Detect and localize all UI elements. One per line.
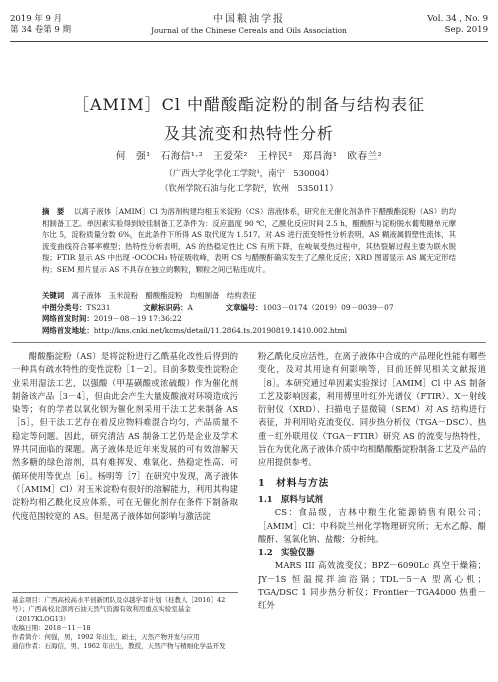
header-rule: [10, 41, 488, 42]
clc-value: TS231: [86, 302, 111, 312]
volume-issue: 第 34 卷第 9 期: [10, 25, 72, 35]
footnote-corresponding: 通信作者：石海信，男，1962 年出生，教授，天然产物与精细化学品开发: [12, 642, 226, 651]
affiliation-1: （广西大学化学化工学院¹，南宁 530004）: [164, 168, 334, 178]
header-left: [10, 14, 71, 36]
journal-name-en: Journal of the Chinese Cereals and Oils Association: [151, 26, 347, 35]
author-list: 何 强¹ 石海信¹·² 王爱荣² 王梓民² 郑昌海¹ 欧春兰²: [115, 151, 383, 162]
subsection-heading-1-1: 1.1 原料与试剂: [258, 493, 323, 504]
header-right: [427, 14, 488, 36]
abstract-text: 以离子液体［AMIM］Cl 为溶剂构建均相玉米淀粉（CS）溶液体系，研究在无催化剂条件下醋酸酯淀粉（AS）的均相制备工艺。单因素实验得到较佳制备工艺条件为：反应温度 90 ℃，乙酰化反应时间 2.5 h，醋酸酐与淀粉脱水葡萄糖单元摩尔比 5，淀粉质量分数 6%，在此条件下所得 AS 取代度为 1.517。对 AS 进行流变特性分析表明，AS 糊液属假塑性流体，其流变曲线符合幂率模型；热特性分析表明，AS 的热稳定性比 CS 有所下降，在峻氧受热过程中，其热裂解过程主要为联水脱羧；FTIR 显示 AS 中出现 -OCOCH₃ 特征吸收峰，表明 CS 与醋酸酐确实发生了乙酰化反应；XRD 图谱显示 AS 属无定形结构；SEM 照片显示 AS 不具存在独立的颗粒，颗粒之间已粘连成片。: [42, 207, 456, 274]
issue-date: 2019 年 9 月: [10, 14, 63, 24]
keywords-line: [42, 290, 462, 302]
materials-paragraph: CS：食品级，吉林中粮生化能源销售有限公司；［AMIM］Cl：中科院兰州化学物理研究所；无水乙醇、醋酸酐、氢氧化钠、盐酸：分析纯。: [258, 507, 486, 544]
abstract-divider: [12, 342, 486, 343]
online-address-label: 网络首发地址：: [42, 325, 94, 335]
abstract-label: 摘 要: [42, 207, 65, 216]
instruments-paragraph: MARS III 高效流变仪；BPZ－6090Lc 真空干燥箱；JY－1S 恒温搅拌油浴锅；TDL－5－A 型离心机；TGA/DSC 1 同步热分析仪；Frontier－TGA4000 热重－红外: [258, 560, 486, 611]
volume-en: Vol. 34 , No. 9: [427, 14, 488, 24]
affiliation-2: （钦州学院石油与化工学院²，钦州 535011）: [160, 183, 338, 193]
footnote-funding: 基金项目：广西高校高水平创新团队及卓越学者计划（桂教人［2016］42 号）；广西高校北部湾石油天然气资源有效利用重点实验室基金（2017KLOG13）: [12, 596, 226, 623]
online-date-label: 网络首发时间：: [42, 314, 94, 323]
clc-label: 中图分类号：: [42, 302, 87, 312]
journal-name-cn: 中国粮油学报: [213, 14, 285, 25]
footnote-received: 收稿日期：2018－11－18: [12, 623, 91, 632]
online-address-link[interactable]: http://kns.cnki.net/kcms/detail/11.2864.ts.20190819.1410.002.html: [93, 325, 348, 335]
title-line-2: 及其流变和热特性分析: [163, 124, 334, 143]
intro-right-column: [258, 350, 486, 680]
header-center: [100, 14, 398, 36]
footnote-author: 作者简介：何强，男，1992 年出生，硕士，天然产物开发与应用: [12, 633, 200, 642]
doc-code-value: A: [187, 302, 193, 312]
article-meta: [42, 290, 462, 336]
article-title: [0, 92, 498, 144]
title-line-1: ［AMIM］Cl 中醋酸酯淀粉的制备与结构表征: [72, 95, 426, 114]
doc-code-label: 文献标识码：: [143, 302, 188, 312]
article-number-value: 1003－0174（2019）09－0039－07: [262, 302, 394, 312]
footnotes: [12, 596, 238, 680]
keywords-label: 关键词: [42, 291, 65, 300]
classification-line: [42, 302, 462, 314]
abstract: [42, 206, 456, 276]
section-heading-1: 1 材料与方法: [258, 477, 330, 489]
date-en: Sep. 2019: [444, 25, 488, 35]
online-address-line: [42, 325, 462, 337]
footnote-divider: [12, 592, 238, 593]
subsection-heading-1-2: 1.2 实验仪器: [258, 547, 315, 558]
affiliations: [0, 166, 498, 196]
intro-left-column: [12, 350, 238, 590]
online-date-line: [42, 313, 462, 325]
intro-paragraph-2: 粉乙酰化反应活性，在离子液体中合成的产品理化性能有哪些变化，及对其用途有何影响等，目前还鲜见相关文献报道［8］。本研究通过单因素实验探讨［AMIM］Cl 中 AS 制备工艺及影响因素，利用傅里叶红外光谱仪（FTIR）、X－射线衍射仪（XRD）、扫描电子显微镜（SEM）对 AS 结构进行表征，并利用哈克流变仪、同步热分析仪（TGA－DSC）、热重－红外联用仪（TGA－FTIR）研究 AS 的流变与热特性，旨在为优化离子液体介质中均相醋酸酯淀粉制备工艺及产品的应用提供参考。: [258, 351, 486, 468]
online-date-value: 2019－08－19 17:36:22: [93, 314, 182, 323]
keywords-text: 离子液体 玉米淀粉 醋酸酯淀粉 均相制备 结构表征: [71, 291, 257, 300]
intro-paragraph-1: 醋酸酯淀粉（AS）是将淀粉进行乙酰基化改性后得到的一种具有疏水特性的变性淀粉［1－2］。目前多数变性淀粉企业采用湿法工艺，以强酸（甲基磺酸或浓硫酸）作为催化剂制备该产品［3－4］，但由此会产生大量废酸液对环境造成污染等；有的学者以氧化钡为催化剂采用干法工艺来制备 AS［5］，但干法工艺存在着反应物料难混合均匀，产品质量不稳定等问题。因此，研究清洁 AS 制备工艺仍是企业及学术界共同面临的课题。离子液体是近年来发展的可有效溶解天然多糖的绿色溶剂，具有难挥发、难氧化、热稳定性高、可循环使用等优点［6］。杨明等［7］在研究中发现，离子液体（［AMIM］Cl）对玉米淀粉有很好的溶解能力，利用其构建淀粉均相乙酰化反应体系，可在无催化剂存在条件下制备取代度范围较宽的 AS。但是离子液体如何影响与激活淀: [12, 351, 238, 521]
article-number-label: 文章编号：: [225, 302, 263, 312]
